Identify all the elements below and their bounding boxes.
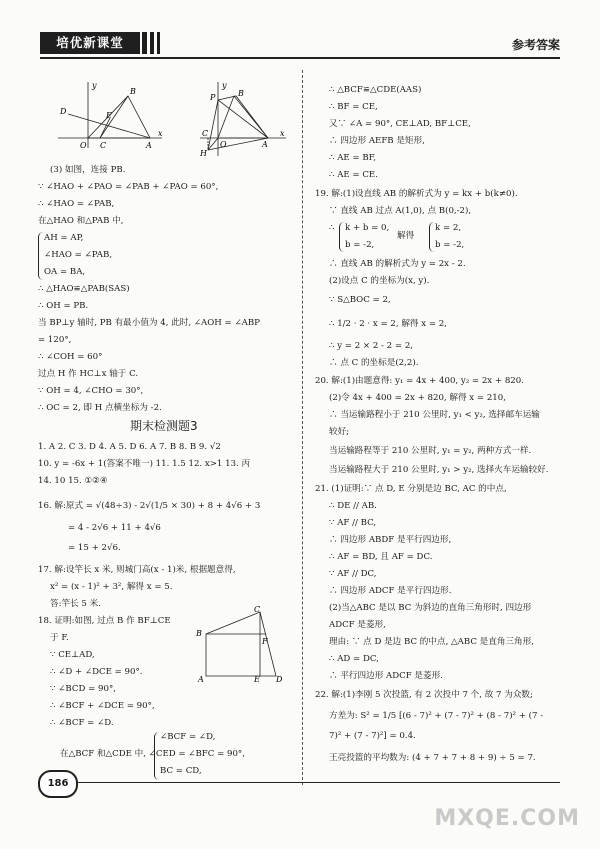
fig1-label-c: C: [100, 141, 107, 150]
text-line: = 120°,: [38, 335, 72, 345]
answer-line: 1. A 2. C 3. D 4. A 5. D 6. A 7. B 8. B 9. √2: [38, 442, 221, 452]
text-line: ∴ △HAO≌△PAB(SAS): [38, 284, 130, 294]
fig1-label-y: y: [92, 81, 97, 90]
q21-line: ∴ AF = BD, 且 AF = DC.: [329, 552, 433, 562]
q19-therefore: ∴: [329, 223, 335, 233]
text-line: ∵ ∠HAO + ∠PAO = ∠PAB + ∠PAO = 60°,: [38, 182, 219, 192]
text-line: 又∵ ∠A = 90°, CE⊥AD, BF⊥CE,: [329, 119, 471, 129]
q17-line: 答:竿长 5 米.: [50, 599, 101, 609]
fig2-label-h: H: [200, 149, 207, 158]
brand-label: 培优新课堂: [40, 32, 140, 54]
q21-line: ∴ 四边形 ABDF 是平行四边形,: [329, 535, 452, 545]
q18-line: 在△BCF 和△CDE 中, ∠CED = ∠BFC = 90°,: [60, 749, 245, 759]
brace: [38, 232, 43, 280]
q20-line: (2)令 4x + 400 = 2x + 820, 解得 x = 210,: [329, 393, 506, 403]
fig1-label-o: O: [80, 141, 87, 150]
q21-line: ∴ DE // AB.: [329, 501, 377, 511]
fig2-label-b: B: [238, 89, 244, 98]
fig3-label-d: D: [276, 675, 283, 682]
text-line: 过点 H 作 HC⊥x 轴于 C.: [38, 369, 139, 379]
q19-line: k = 2,: [435, 223, 462, 233]
text-line: 在△HAO 和△PAB 中,: [38, 216, 124, 226]
answer-line: 10. y = -6x + 1(答案不唯一) 11. 1.5 12. x>1 13. 丙: [38, 459, 251, 469]
q18-line: ∴ ∠BCF = ∠D.: [50, 718, 114, 728]
fig2-triangle: [218, 96, 268, 138]
text-line: ∴ BF = CE,: [329, 102, 378, 112]
page-number: 186: [38, 770, 78, 798]
fig3-label-a: A: [198, 675, 204, 682]
q17-line: x² = (x - 1)² + 3², 解得 x = 5.: [50, 582, 173, 592]
figure-3-diagram: [194, 606, 290, 682]
q19-line: (2)设点 C 的坐标为(x, y).: [329, 276, 430, 286]
q19-line: ∵ 直线 AB 过点 A(1,0), 点 B(0,-2),: [329, 206, 472, 216]
fig2-line-ph: [208, 100, 218, 150]
fig1-label-a: A: [146, 141, 152, 150]
fig1-label-e: E: [106, 111, 112, 120]
fig2-label-o: O: [220, 140, 227, 149]
q20-line: 20. 解:(1)由题意得: y₁ = 4x + 400, y₂ = 2x + 820.: [315, 376, 524, 386]
fig2-label-x: x: [280, 129, 285, 138]
q19-line: b = -2,: [345, 240, 375, 250]
brace: [339, 222, 344, 252]
q21-line: 理由: ∵ 点 D 是边 BC 的中点, △ABC 是直角三角形,: [329, 637, 534, 647]
q19-line: 19. 解:(1)设直线 AB 的解析式为 y = kx + b(k≠0).: [315, 189, 518, 199]
figure-2-diagram: [196, 76, 288, 158]
q20-line: 当运输路程等于 210 公里时, y₁ = y₂, 两种方式一样.: [329, 446, 532, 456]
column-divider: [302, 70, 304, 785]
fig2-label-y: y: [222, 81, 227, 90]
text-line: (3) 如图，连接 PB.: [50, 165, 126, 175]
fig2-label-c: C: [202, 129, 209, 138]
q16-line: = 4 - 2√6 + 11 + 4√6: [68, 523, 161, 533]
text-line: 当 BP⊥y 轴时, PB 有最小值为 4, 此时, ∠AOH = ∠ABP: [38, 318, 260, 328]
q16-line: = 15 + 2√6.: [68, 543, 121, 553]
text-line: ∴ △BCF≌△CDE(AAS): [329, 85, 422, 95]
q21-line: ∵ AF // DC,: [329, 569, 377, 579]
q19-line: k + b = 0,: [345, 223, 390, 233]
watermark: MXQE.COM: [434, 806, 580, 831]
answer-line: 14. 10 15. ①②④: [38, 476, 108, 486]
page-header: [0, 0, 600, 60]
q21-line: ∵ AF // BC,: [329, 518, 377, 528]
text-line: ∴ ∠COH = 60°: [38, 352, 103, 362]
q22-line: 22. 解:(1)李刚 5 次投篮, 有 2 次投中 7 个, 故 7 为众数;: [315, 690, 533, 700]
q18-line: ∴ ∠D + ∠DCE = 90°.: [50, 667, 143, 677]
q22-line: 王亮投篮的平均数为: (4 + 7 + 7 + 8 + 9) ÷ 5 = 7.: [329, 753, 536, 763]
fig1-line-ce: [100, 118, 110, 138]
text-line: ∴ OH = PB.: [38, 301, 89, 311]
text-line: OA = BA,: [44, 267, 86, 277]
q18-line: 于 F.: [50, 633, 69, 643]
text-line: ∴ AE = CE.: [329, 170, 378, 180]
fig1-triangle: [88, 96, 150, 138]
fig1-line-bc: [100, 96, 128, 138]
text-line: AH = AP,: [44, 233, 84, 243]
q18-line: ∵ CE⊥AD,: [50, 650, 95, 660]
fig3-label-f: F: [262, 637, 268, 646]
q21-line: ∴ AD = DC,: [329, 654, 379, 664]
q21-line: 21. (1)证明:∵ 点 D, E 分别是边 BC, AC 的中点,: [315, 484, 507, 494]
brace: [429, 222, 434, 252]
text-line: ∴ OC = 2, 即 H 点横坐标为 -2.: [38, 403, 162, 413]
q16-line: 16. 解:原式 = √(48÷3) - 2√(1/5 × 30) + 8 + 4√6 + 3: [38, 501, 261, 511]
header-rule: [40, 57, 560, 59]
q20-line: ∴ 当运输路程小于 210 公里时, y₁ < y₂, 选择邮车运输: [329, 410, 540, 420]
fig3-label-b: B: [196, 629, 202, 638]
fig2-triangle-pab: [218, 96, 268, 138]
q18-line: 18. 证明:如图, 过点 B 作 BF⊥CE: [38, 616, 171, 626]
q18-line: ∠BCF = ∠D,: [160, 732, 216, 742]
q19-line: ∴ y = 2 × 2 - 2 = 2,: [329, 341, 414, 351]
q19-line: 解得: [397, 231, 415, 241]
q17-line: 17. 解:设竿长 x 米, 则城门高(x - 1)米, 根据题意得,: [38, 565, 236, 575]
text-line: ∵ OH = 4, ∠CHO = 30°,: [38, 386, 144, 396]
section-title: 期末检测题3: [130, 419, 198, 433]
q18-line: ∵ ∠BCD = 90°,: [50, 684, 116, 694]
q19-line: b = -2,: [435, 240, 465, 250]
header-stripes-decoration: [140, 32, 162, 54]
q18-line: BC = CD,: [160, 766, 202, 776]
fig2-label-a: A: [262, 140, 268, 149]
q19-line: ∴ 点 C 的坐标是(2,2).: [329, 358, 419, 368]
q20-line: 当运输路程大于 210 公里时, y₁ > y₂, 选择火车运输较好.: [329, 465, 549, 475]
text-line: ∴ AE = BF,: [329, 153, 377, 163]
q22-line: 7)² + (7 - 7)²] = 0.4.: [329, 731, 416, 741]
fig2-label-p: P: [210, 93, 216, 102]
text-line: ∴ 四边形 AEFB 是矩形,: [329, 136, 425, 146]
fig3-label-e: E: [254, 675, 260, 682]
q21-line: ∴ 四边形 ADCF 是平行四边形.: [329, 586, 452, 596]
fig1-label-b: B: [130, 87, 136, 96]
footer-rule: [78, 782, 560, 783]
text-line: ∴ ∠HAO = ∠PAB,: [38, 199, 115, 209]
q19-line: ∴ 直线 AB 的解析式为 y = 2x - 2.: [329, 259, 466, 269]
q21-line: ADCF 是菱形,: [329, 620, 386, 630]
text-line: ∠HAO = ∠PAB,: [44, 250, 113, 260]
fig3-label-c: C: [254, 606, 261, 614]
fig1-label-d: D: [60, 107, 67, 116]
q21-line: (2)当△ABC 是以 BC 为斜边的直角三角形时, 四边形: [329, 603, 532, 613]
q20-line: 较好;: [329, 427, 350, 437]
section-label: 参考答案: [511, 38, 560, 52]
q22-line: 方差为: S² = 1/5 [(6 - 7)² + (7 - 7)² + (8 - 7)² + (7 -: [329, 711, 544, 721]
q19-line: ∴ 1/2 · 2 · x = 2, 解得 x = 2,: [329, 319, 447, 329]
fig1-label-x: x: [158, 129, 163, 138]
q21-line: ∴ 平行四边形 ADCF 是菱形.: [329, 671, 443, 681]
q19-line: ∵ S△BOC = 2,: [329, 295, 391, 305]
q18-line: ∴ ∠BCF + ∠DCE = 90°,: [50, 701, 155, 711]
figure-1-diagram: [58, 76, 168, 154]
